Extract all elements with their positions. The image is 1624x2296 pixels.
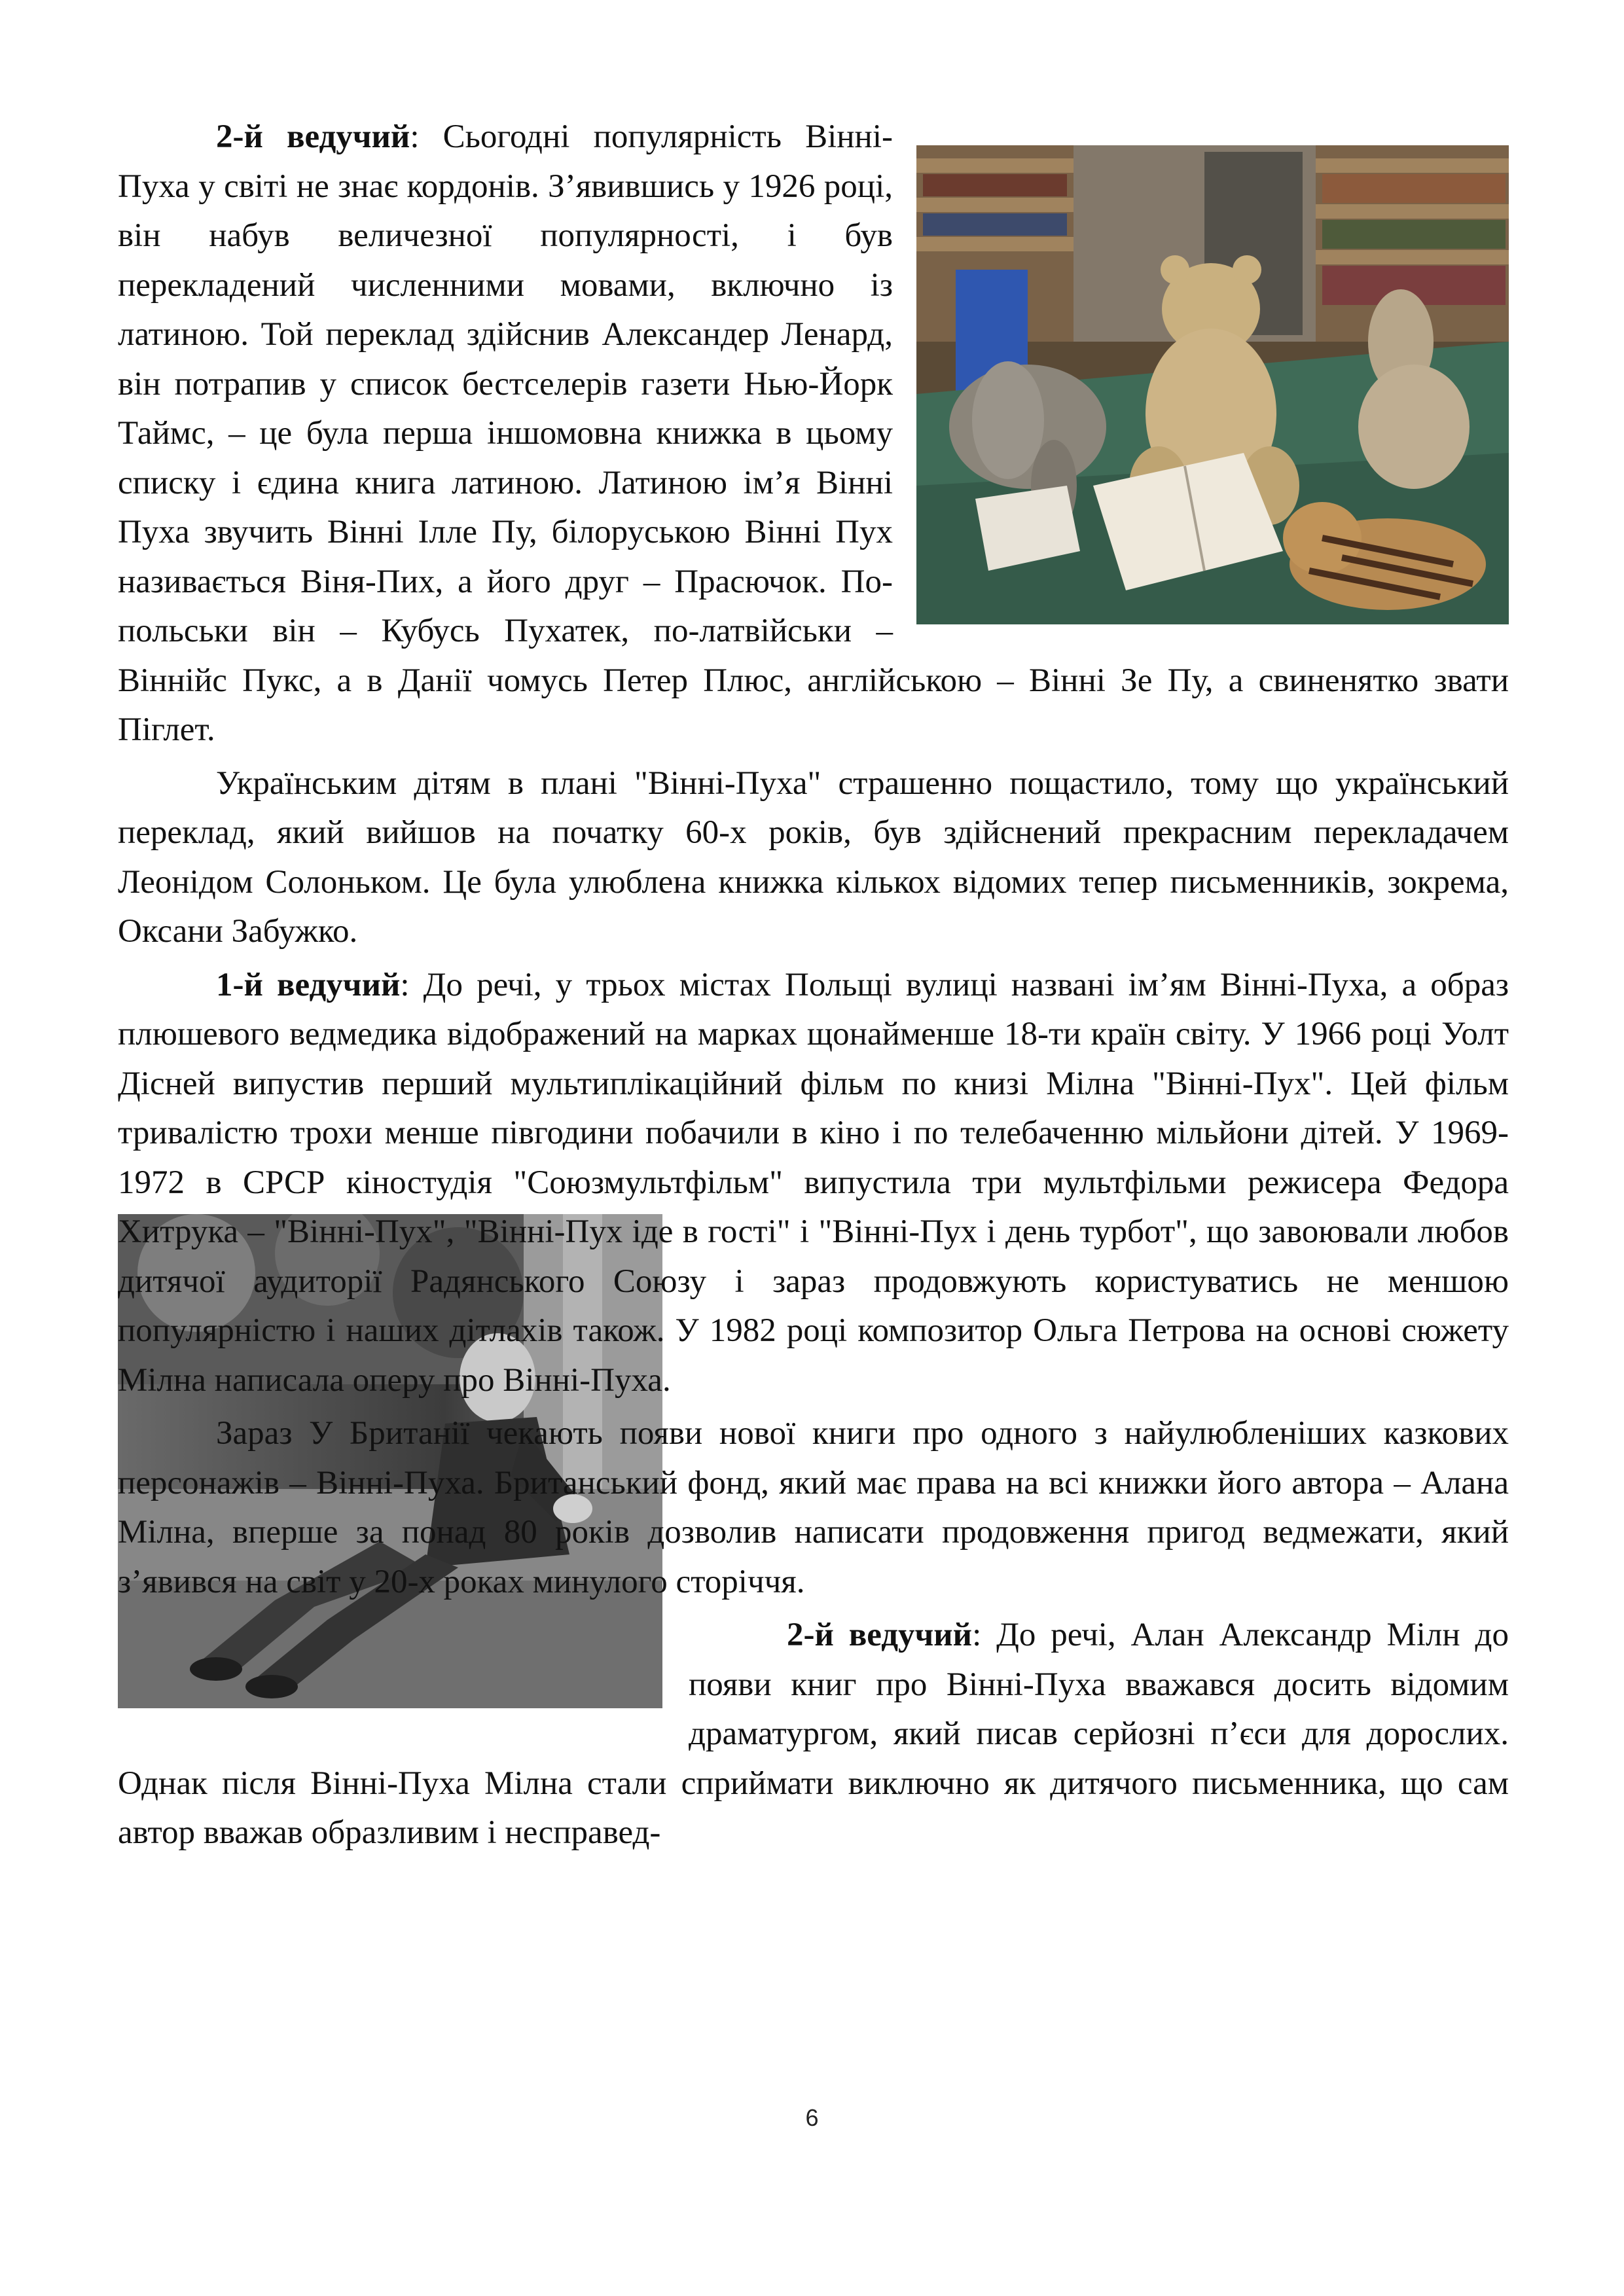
speaker-label: 2-й ведучий [787,1617,973,1653]
paragraph-text: До речі, у трьох містах Польщі вулиці названі ім’ям Вінні-Пуха, а образ плюшевого ведмедика відображений на марках щонайменше 18-ти країн світу. У 1966 році Уолт Дісней випустив перший мультиплікаційний фільм по книзі Мілна "Вінні-Пух". Цей фільм тривалістю трохи менше півгодини побачили в кіно і по телебаченню мільйони дітей. У 1969-1972 в СРСР кіностудія "Союзмультфільм" випустила три мультфільми режисера Федора Хитрука – "Вінні-Пух", "Вінні-Пух іде в гості" і "Вінні-Пух і день турбот", що завоювали любов дитячої аудиторії Радянського Союзу і зараз продовжують користуватись не меншою популярністю і наших дітлахів також. У 1982 році композитор Ольга Петрова на основі сюжету Мілна написала оперу про Вінні-Пуха. [118,966,1509,1399]
toys-display-photo [916,145,1509,624]
page-number: 6 [805,2104,819,2131]
paragraph-text: Зараз У Британії чекають появи нової книги про одного з найулюбленіших казкових персонажів – Вінні-Пуха. Британський фонд, який має права на всі книжки його автора – Алана Мілна, вперше за понад 80 років дозволив написати продовження пригод ведмежати, який з’явився на світ у 20-х роках минулого сторіччя. [118,1415,1509,1600]
page-body [118,113,1509,1858]
speaker-label: 2-й ведучий [216,118,410,155]
paragraph-5: 2-й ведучий: До речі, Алан Александр Мілн до появи книг про Вінні-Пуха вважався досить відомим драматургом, який писав серйозні п’єси для дорослих. Однак після Вінні-Пуха Мілна стали сприймати виключно як дитячого письменника, що сам автор вважав образливим і несправед- [118,1617,1509,1851]
paragraph-2 [118,759,1509,957]
paragraph-text: Українським дітям в плані "Вінні-Пуха" страшенно пощастило, тому що український переклад, який вийшов на початку 60-х років, був здійснений прекрасним перекладачем Леонідом Солоньком. Це була улюблена книжка кількох відомих тепер письменників, зокрема, Оксани Забужко. [118,764,1509,950]
paragraph-4 [118,1409,1509,1607]
paragraph-text: До речі, Алан Александр Мілн до появи книг про Вінні-Пуха вважався досить відомим драматургом, який писав серйозні п’єси для дорослих. Однак після Вінні-Пуха Мілна стали сприймати виключно як дитячого письменника, що сам автор вважав образливим і несправед- [118,1617,1509,1851]
speaker-label: 1-й ведучий [216,966,401,1003]
toys-display-image [916,145,1509,624]
paragraph-3: 1-й ведучий: До речі, у трьох містах Польщі вулиці названі ім’ям Вінні-Пуха, а образ плюшевого ведмедика відображений на марках щонайменше 18-ти країн світу. У 1966 році Уолт Дісней випустив перший мультиплікаційний фільм по книзі Мілна "Вінні-Пух". Цей фільм тривалістю трохи менше півгодини побачили в кіно і по телебаченню мільйони дітей. У 1969-1972 в СРСР кіностудія "Союзмультфільм" випустила три мультфільми режисера Федора Хитрука – "Вінні-Пух", "Вінні-Пух іде в гості" і "Вінні-Пух і день турбот", що завоювали любов дитячої аудиторії Радянського Союзу і зараз продовжують користуватись не меншою популярністю і наших дітлахів також. У 1982 році композитор Ольга Петрова на основі сюжету Мілна написала оперу про Вінні-Пуха. [118,966,1509,1399]
paragraph-text: Сьогодні популярність Вінні-Пуха у світі не знає кордонів. З’явившись у 1926 році, він набув величезної популярності, і був перекладений численними мовами, включно із латиною. Той переклад здійснив Александер Ленард, він потрапив у список бестселерів газети Нью-Йорк Таймс, – це була перша іншомовна книжка в цьому списку і єдина книга латиною. Латиною ім’я Вінні Пуха звучить Вінні Ілле Пу, білоруською Вінні Пух називається Віня-Пих, а його друг – Прасючок. По-польськи він – Кубусь Пухатек, по-латвійськи – Віннійс Пукс, а в Данії чомусь Петер Плюс, англійською – Вінні Зе Пу, а свиненятко звати Піглет. [118,118,1509,748]
paragraph-1: 2-й ведучий: Сьогодні популярність Вінні-Пуха у світі не знає кордонів. З’явившись у 1926 році, він набув величезної популярності, і був перекладений численними мовами, включно із латиною. Той переклад здійснив Александер Ленард, він потрапив у список бестселерів газети Нью-Йорк Таймс, – це була перша іншомовна книжка в цьому списку і єдина книга латиною. Латиною ім’я Вінні Пуха звучить Вінні Ілле Пу, білоруською Вінні Пух називається Віня-Пих, а його друг – Прасючок. По-польськи він – Кубусь Пухатек, по-латвійськи – Віннійс Пукс, а в Данії чомусь Петер Плюс, англійською – Вінні Зе Пу, а свиненятко звати Піглет. [118,118,1509,748]
